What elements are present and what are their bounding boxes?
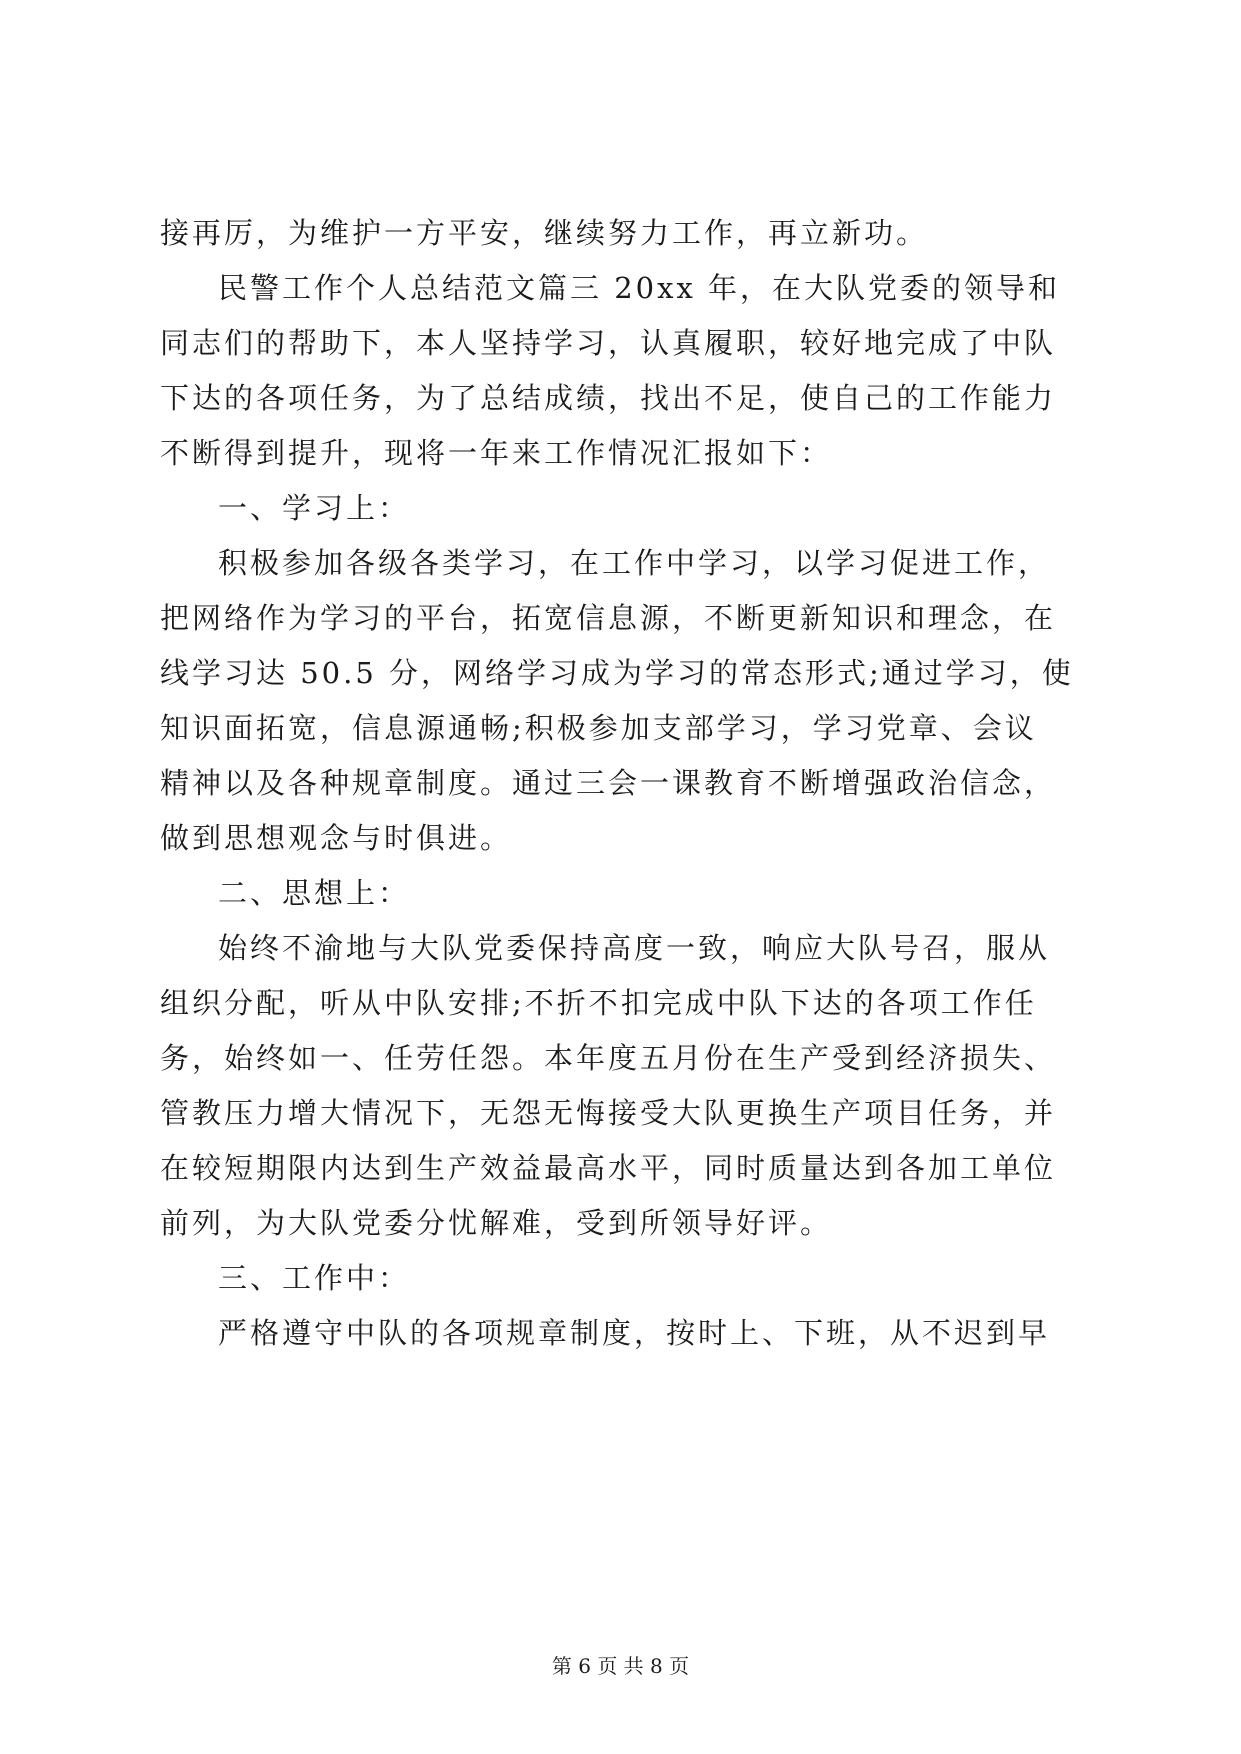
section-heading: 三、工作中：: [218, 1261, 411, 1295]
section-heading: 一、学习上：: [218, 491, 411, 525]
text-line: 做到思想观念与时俱进。: [160, 821, 513, 855]
text-line: 线学习达 50.5 分，网络学习成为学习的常态形式;通过学习，使: [160, 656, 1074, 690]
text-line: 民警工作个人总结范文篇三 20xx 年，在大队党委的领导和: [218, 271, 1061, 305]
text-line: 务，始终如一、任劳任怨。本年度五月份在生产受到经济损失、: [160, 1041, 1057, 1075]
text-line: 把网络作为学习的平台，拓宽信息源，不断更新知识和理念，在: [160, 601, 1057, 635]
text-line: 下达的各项任务，为了总结成绩，找出不足，使自己的工作能力: [160, 381, 1057, 415]
text-line: 始终不渝地与大队党委保持高度一致，响应大队号召，服从: [218, 931, 1051, 965]
text-line: 在较短期限内达到生产效益最高水平，同时质量达到各加工单位: [160, 1151, 1057, 1185]
text-line: 严格遵守中队的各项规章制度，按时上、下班，从不迟到早: [218, 1316, 1051, 1350]
text-line: 接再厉，为维护一方平安，继续努力工作，再立新功。: [160, 216, 929, 250]
section-heading: 二、思想上：: [218, 876, 411, 910]
text-line: 精神以及各种规章制度。通过三会一课教育不断增强政治信念，: [160, 766, 1057, 800]
text-line: 同志们的帮助下，本人坚持学习，认真履职，较好地完成了中队: [160, 326, 1057, 360]
text-line: 积极参加各级各类学习，在工作中学习，以学习促进工作，: [218, 546, 1051, 580]
text-line: 知识面拓宽，信息源通畅;积极参加支部学习，学习党章、会议: [160, 711, 1037, 745]
page-number-footer: 第 6 页 共 8 页: [551, 1654, 690, 1678]
text-line: 组织分配，听从中队安排;不折不扣完成中队下达的各项工作任: [160, 986, 1037, 1020]
text-line: 不断得到提升，现将一年来工作情况汇报如下：: [160, 436, 833, 470]
text-line: 前列，为大队党委分忧解难，受到所领导好评。: [160, 1206, 833, 1240]
text-line: 管教压力增大情况下，无怨无悔接受大队更换生产项目任务，并: [160, 1096, 1057, 1130]
